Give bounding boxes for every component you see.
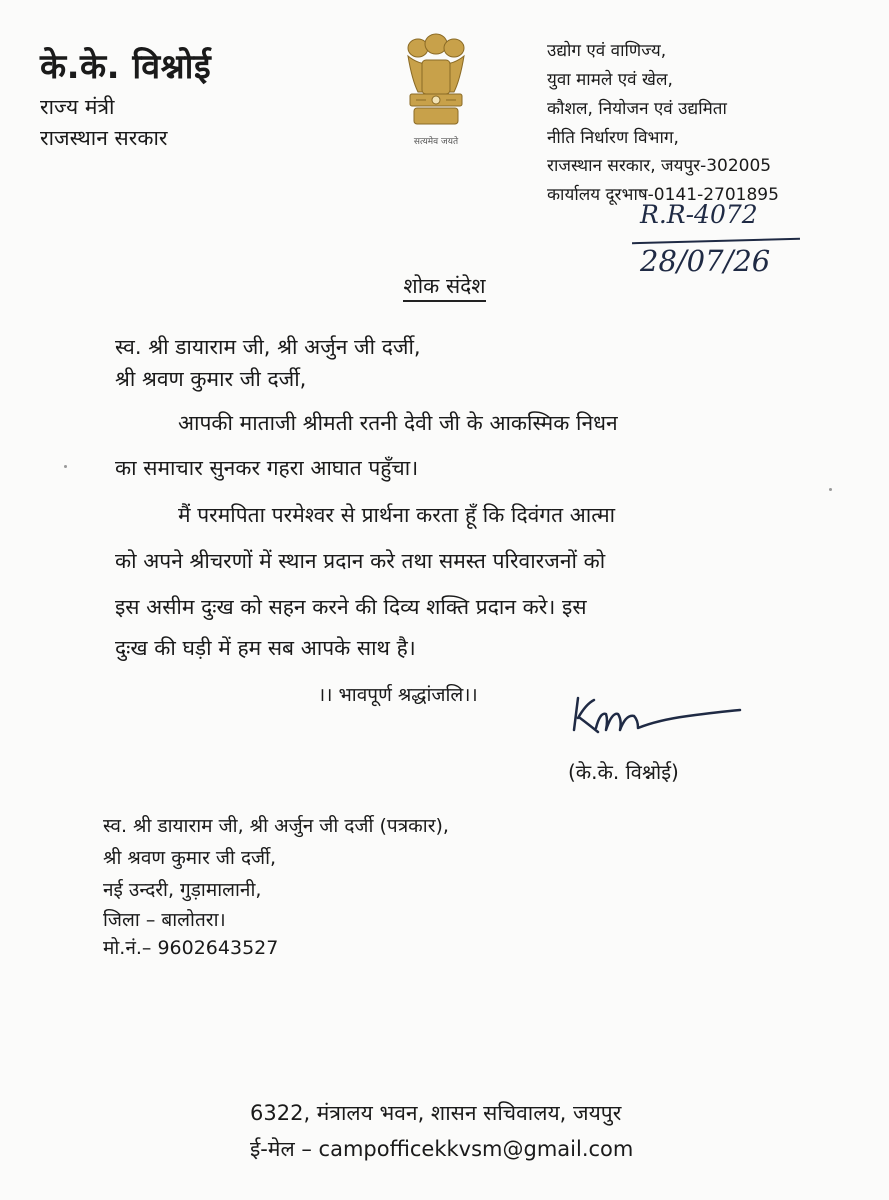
- department-line: कौशल, नियोजन एवं उद्यमिता: [547, 99, 727, 119]
- salutation-line-1: स्व. श्री डायाराम जी, श्री अर्जुन जी दर्जी,: [115, 335, 421, 359]
- subject-text: शोक संदेश: [403, 274, 485, 302]
- body-line: दुःख की घड़ी में हम सब आपके साथ है।: [115, 636, 416, 660]
- body-line: को अपने श्रीचरणों में स्थान प्रदान करे तथा समस्त परिवारजनों को: [115, 549, 606, 573]
- recipient-line: श्री श्रवण कुमार जी दर्जी,: [103, 847, 277, 869]
- scan-speck: [64, 465, 67, 468]
- office-phone: कार्यालय दूरभाष-0141-2701895: [547, 185, 779, 205]
- minister-name: के.के. विश्नोई: [40, 47, 212, 87]
- office-email: ई-मेल – campofficekkvsm@gmail.com: [250, 1137, 634, 1161]
- designation: राज्य मंत्री: [40, 95, 115, 119]
- emblem-motto: सत्यमेव जयते: [413, 137, 459, 147]
- letter-subject: [0, 272, 889, 300]
- recipient-line: जिला – बालोतरा।: [103, 909, 226, 931]
- body-line: मैं परमपिता परमेश्वर से प्रार्थना करता हूँ कि दिवंगत आत्मा: [178, 503, 616, 527]
- department-line: उद्योग एवं वाणिज्य,: [547, 41, 667, 61]
- office-address: 6322, मंत्रालय भवन, शासन सचिवालय, जयपुर: [250, 1101, 622, 1125]
- body-line: इस असीम दुःख को सहन करने की दिव्य शक्ति प्रदान करे। इस: [115, 595, 587, 619]
- recipient-line: स्व. श्री डायाराम जी, श्री अर्जुन जी दर्जी (पत्रकार),: [103, 815, 449, 837]
- salutation-line-2: श्री श्रवण कुमार जी दर्जी,: [115, 367, 307, 391]
- department-line: राजस्थान सरकार, जयपुर-302005: [547, 156, 772, 176]
- signatory-name: (के.के. विश्नोई): [568, 760, 679, 784]
- department-line: नीति निर्धारण विभाग,: [547, 128, 679, 148]
- scan-speck: [829, 488, 832, 491]
- reference-date: 28/07/26: [640, 244, 771, 278]
- recipient-phone: मो.नं.– 9602643527: [103, 937, 279, 959]
- department-line: युवा मामले एवं खेल,: [547, 70, 673, 90]
- recipient-line: नई उन्दरी, गुड़ामालानी,: [103, 879, 262, 901]
- state-emblem-icon: [396, 30, 476, 150]
- body-line: आपकी माताजी श्रीमती रतनी देवी जी के आकस्मिक निधन: [178, 411, 618, 435]
- government-name: राजस्थान सरकार: [40, 126, 168, 150]
- body-line: का समाचार सुनकर गहरा आघात पहुँचा।: [115, 456, 419, 480]
- tribute-line: ।। भावपूर्ण श्रद्धांजलि।।: [318, 684, 478, 706]
- handwritten-signature: [568, 690, 748, 750]
- reference-number: R.R-4072: [640, 200, 758, 229]
